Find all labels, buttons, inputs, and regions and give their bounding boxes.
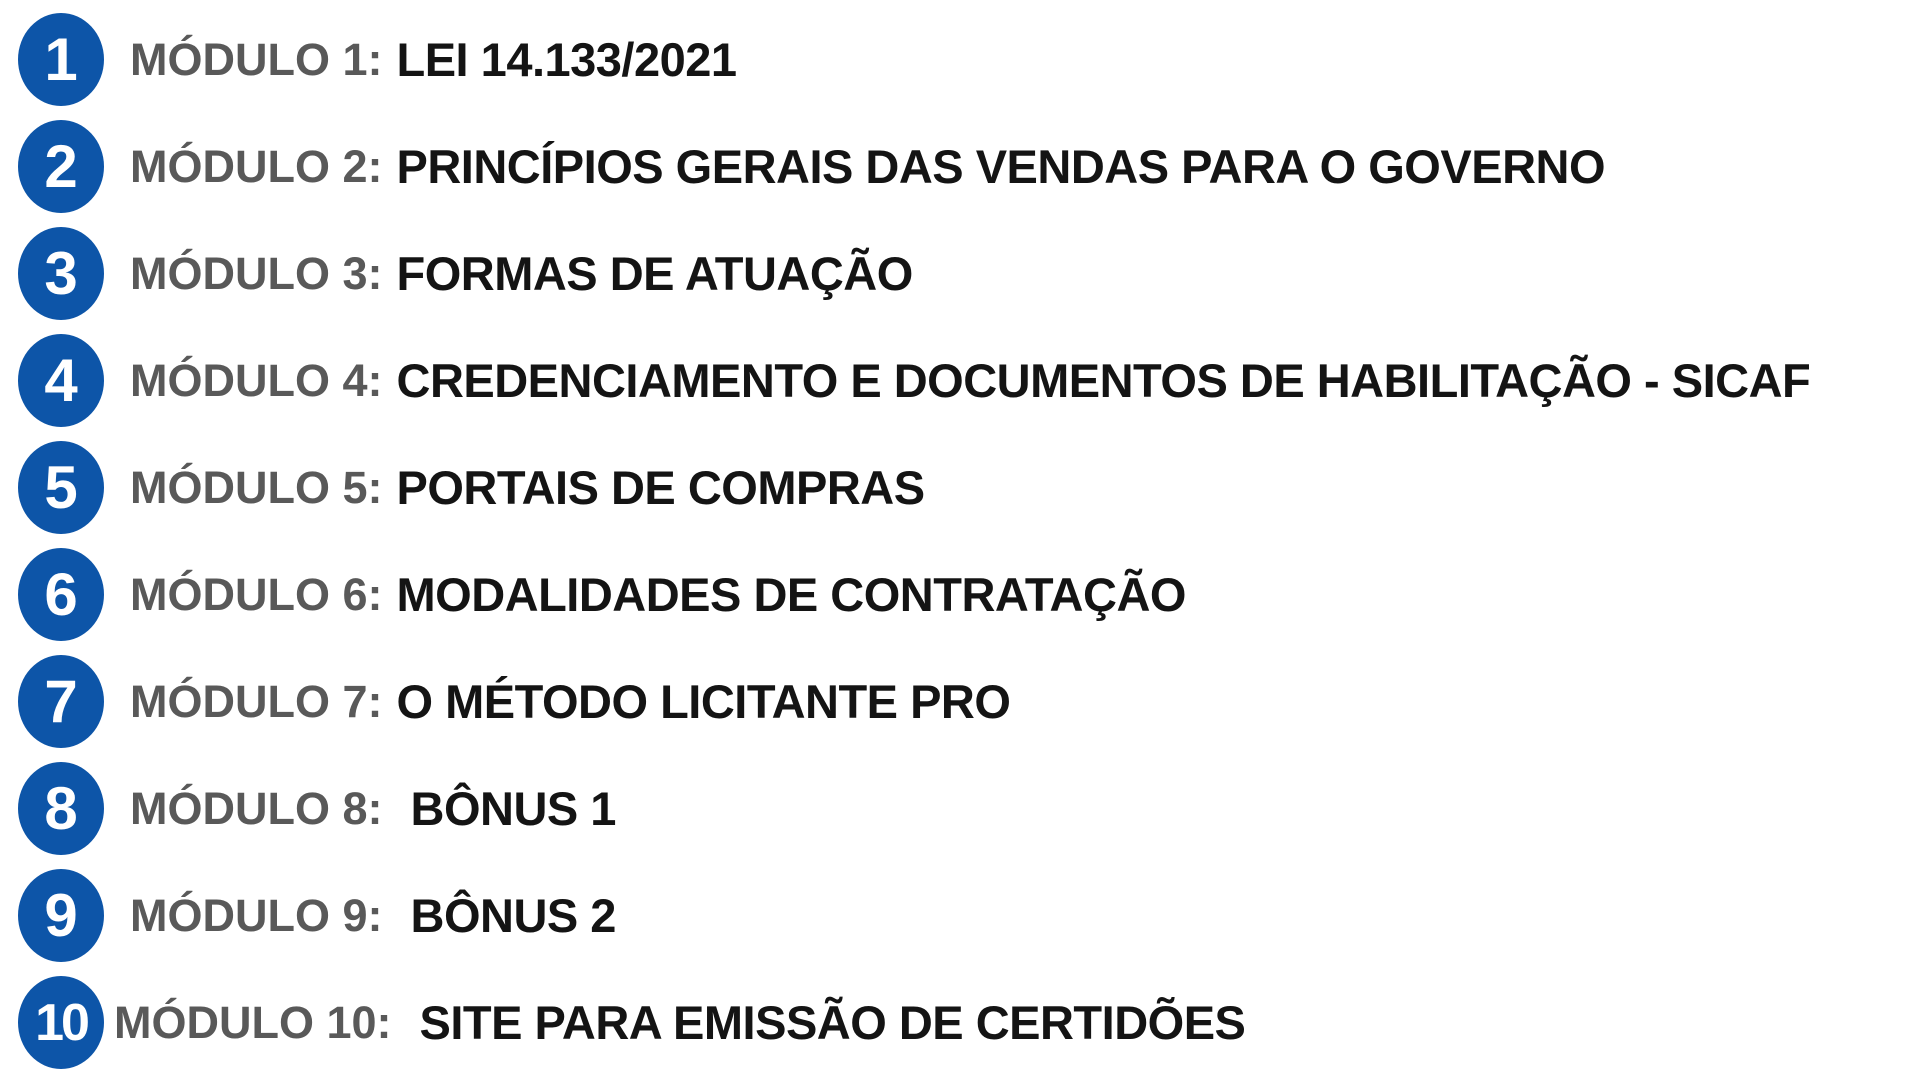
module-number: 2 [44,132,78,200]
module-label: MÓDULO 8: [130,782,383,834]
module-number: 1 [44,25,78,93]
module-title: BÔNUS 1 [410,782,616,835]
module-title: SITE PARA EMISSÃO DE CERTIDÕES [419,996,1246,1049]
module-number-badge [18,227,104,320]
module-row [18,648,1920,755]
module-row [18,327,1920,434]
module-label: MÓDULO 3: [130,247,383,299]
module-title: PRINCÍPIOS GERAIS DAS VENDAS PARA O GOVERNO [396,140,1606,193]
module-number-badge [18,441,104,534]
module-label: MÓDULO 4: [130,354,383,406]
module-title: BÔNUS 2 [410,889,616,942]
module-number-badge [18,976,104,1069]
module-title: MODALIDADES DE CONTRATAÇÃO [396,568,1186,621]
module-row [18,113,1920,220]
module-number: 10 [35,993,87,1052]
module-number: 6 [44,560,78,628]
module-number: 4 [44,346,78,414]
module-row [18,969,1920,1076]
module-label: MÓDULO 9: [130,889,383,941]
module-title: CREDENCIAMENTO E DOCUMENTOS DE HABILITAÇÃO - SICAF [396,354,1811,407]
module-label: MÓDULO 7: [130,675,383,727]
module-title: O MÉTODO LICITANTE PRO [396,675,1011,728]
module-row [18,862,1920,969]
module-row [18,755,1920,862]
module-title: FORMAS DE ATUAÇÃO [396,247,913,300]
module-label: MÓDULO 10: [114,996,392,1048]
module-number-badge [18,869,104,962]
module-label: MÓDULO 5: [130,461,383,513]
module-number-badge [18,13,104,106]
module-row [18,434,1920,541]
module-label: MÓDULO 2: [130,140,383,192]
module-row [18,541,1920,648]
module-number-badge [18,120,104,213]
module-row [18,220,1920,327]
module-label: MÓDULO 6: [130,568,383,620]
module-number-badge [18,548,104,641]
module-number: 9 [44,881,78,949]
module-title: PORTAIS DE COMPRAS [396,461,925,514]
module-number: 5 [44,453,78,521]
module-number: 7 [44,667,78,735]
module-number: 8 [44,774,78,842]
module-number-badge [18,655,104,748]
module-row [18,6,1920,113]
module-title: LEI 14.133/2021 [396,33,737,86]
module-label: MÓDULO 1: [130,33,383,85]
module-number: 3 [44,239,78,307]
module-number-badge [18,762,104,855]
module-number-badge [18,334,104,427]
